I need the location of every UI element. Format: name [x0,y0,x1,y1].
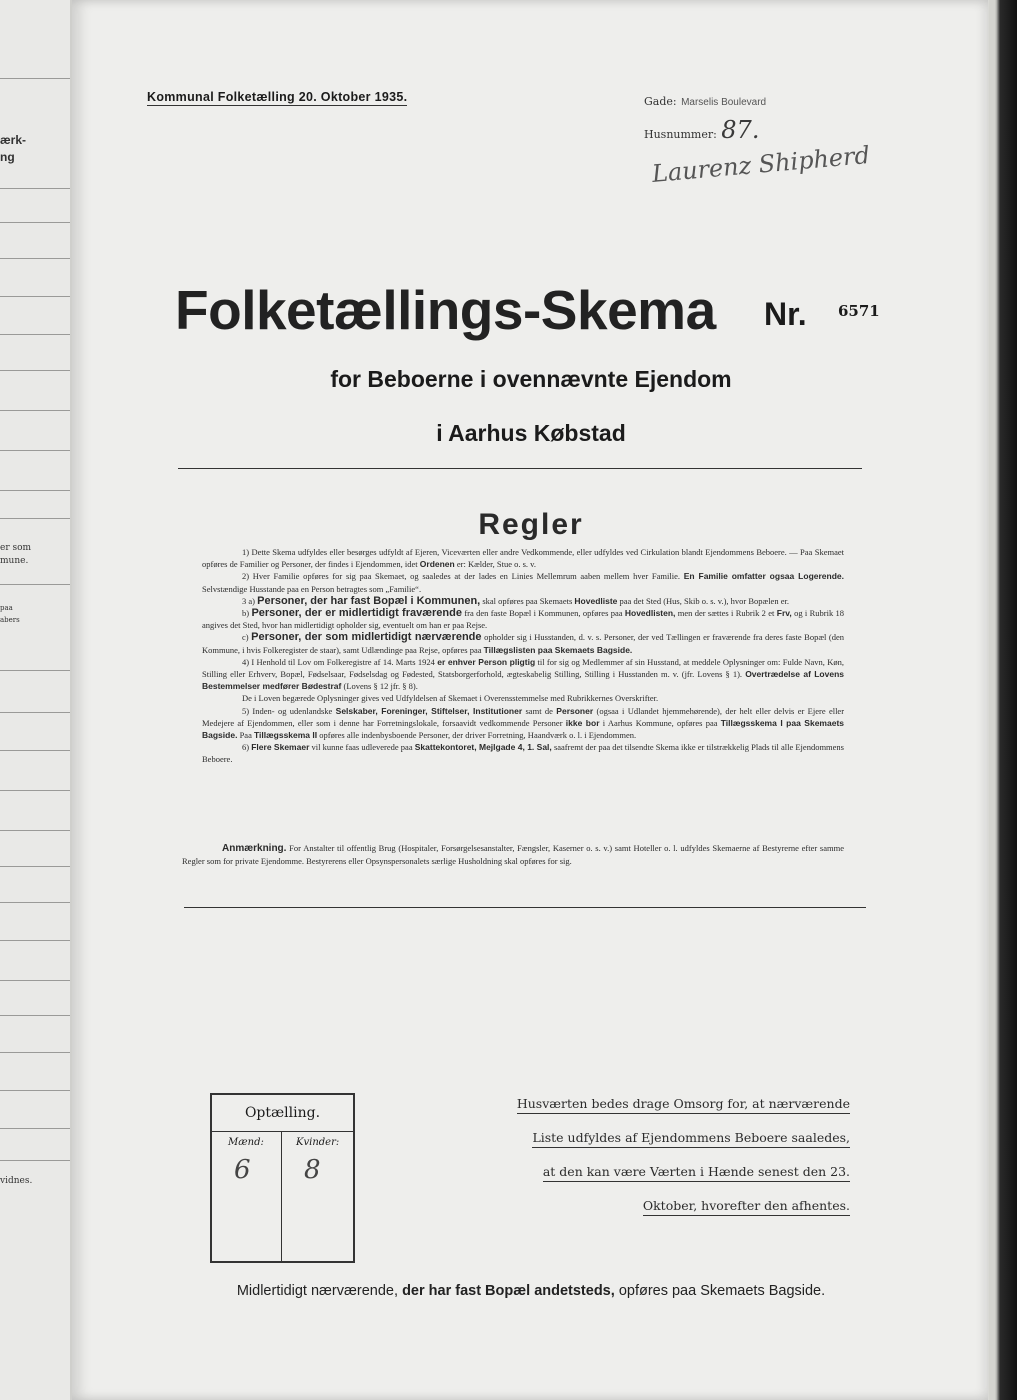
ruled-line [0,222,70,223]
notice-line: Husværten bedes drage Omsorg for, at nærværende [510,1090,850,1124]
rule-4: 4) I Henhold til Lov om Folkeregistre af 14. Marts 1924 er enhver Person pligtig til for sig og Medlemmer af sin Husstand, at meddele Oplysninger om: Fulde Navn, Køn, Stilling eller Erhverv, Bopæl, Fødselsaar, Fødselsdag og Fødested, Statsborgerforhold, ægteskabelig Stilling, Stilling i Husstanden m. v. (jfr. Lovens § 1). Overtrædelse af Lovens Bestemmelser medfører Bødestraf (Lovens § 12 jfr. § 8). [202,656,845,692]
women-count: 8 [304,1155,321,1185]
ruled-line [0,1128,70,1129]
page-edge [989,0,995,1400]
left-page-text: ng [0,150,15,164]
men-label: Mænd: [228,1137,264,1148]
ruled-line [0,940,70,941]
husnummer-row [644,116,759,144]
left-page-text: ærk- [0,133,27,147]
rule-5: 5) Inden- og udenlandske Selskaber, Foreninger, Stiftelser, Institutioner samt de Personer (ogsaa i Udlandet hjemmehørende), der helt eller delvis er Ejere eller Medejere af Ejendommen, eller som i denne har Forretningslokale, forsaavidt vedkommende Personer ikke bor i Aarhus Kommune, opføres paa Tillægsskema I paa Skemaets Bagside. Paa Tillægsskema II opføres alle indenbysboende Personer, der driver Forretning, Haandværk o. l. i Ejendommen. [202,705,845,741]
ruled-line [0,584,70,585]
handwritten-signature: Laurenz Shipherd [650,141,871,188]
remark-paragraph [182,842,844,868]
ruled-line [0,1090,70,1091]
left-page-fragment [0,0,73,1400]
ruled-line [0,410,70,411]
rules-heading: Regler [478,508,584,541]
footer-note: Midlertidigt nærværende, der har fast Bopæl andetsteds, opføres paa Skemaets Bagside. [236,1283,826,1299]
ruled-line [0,1160,70,1161]
form-number: 6571 [838,302,880,320]
count-box [210,1093,355,1263]
remark-text: For Anstalter til offentlig Brug (Hospitaler, Forsørgelsesanstalter, Fængsler, Kaserner o. s. v.) samt Hoteller o. l. udfyldes Skemaerne af Bestyrerne efter samme Regler som for private Ejendomme. Bestyrerens eller Opsynspersonalets særlige Husholdning skal opføres for sig. [182,843,844,867]
count-title: Optælling. [212,1095,353,1132]
notice-line: Oktober, hvorefter den afhentes. [510,1192,850,1226]
census-form-page [72,0,990,1400]
gade-value: Marselis Boulevard [681,97,767,108]
husnummer-label: Husnummer: [644,128,717,141]
ruled-line [0,1015,70,1016]
ruled-line [0,258,70,259]
ruled-line [0,490,70,491]
left-page-text: vidnes. [0,1176,33,1186]
women-label: Kvinder: [296,1137,340,1148]
gade-row [644,92,766,110]
ruled-line [0,980,70,981]
ruled-line [0,902,70,903]
rule-3a: 3 a) Personer, der har fast Bopæl i Kommunen, skal opføres paa Skemaets Hovedliste paa det Sted (Hus, Skib o. s. v.), hvor Bopælen er. [242,594,789,607]
divider [178,468,862,469]
form-number-label: Nr. [764,296,807,332]
notice-line: Liste udfyldes af Ejendommens Beboere saaledes, [510,1124,850,1158]
remark-label: Anmærkning. [222,843,287,854]
left-page-text: paa [0,604,13,612]
husnummer-value: 87. [721,116,760,144]
rule-2: 2) Hver Familie opføres for sig paa Skemaet, og saaledes at der lades en Linies Mellemrum aaben mellem hver Familie. En Familie omfatter ogsaa Logerende. Selvstændige Husstande paa en Person betragtes som „Familie“. [202,571,844,594]
gade-label: Gade: [644,95,677,108]
form-title: Folketællings-Skema [175,279,716,341]
form-subtitle-city: i Aarhus Købstad [436,420,626,446]
census-header: Kommunal Folketælling 20. Oktober 1935. [147,90,408,104]
rule-3c: c) Personer, der som midlertidigt nærværende opholder sig i Husstanden, d. v. s. Personer, der ved Tællingen er fraværende fra deres faste Bopæl (den Kommune, i hvis Folkeregister de staar), samt Udlændinge paa Rejse, opføres paa Tillægslisten paa Skemaets Bagside. [202,631,845,655]
notice-line: at den kan være Værten i Hænde senest den 23. [510,1158,850,1192]
ruled-line [0,188,70,189]
ruled-line [0,370,70,371]
left-page-text: mune. [0,556,29,566]
ruled-line [0,450,70,451]
ruled-line [0,866,70,867]
left-page-text: er som [0,543,32,553]
ruled-line [0,750,70,751]
ruled-line [0,790,70,791]
ruled-line [0,830,70,831]
divider [184,907,866,908]
ruled-line [0,78,70,79]
count-divider [281,1131,282,1261]
ruled-line [0,1052,70,1053]
men-count: 6 [234,1155,251,1185]
rule-6: 6) Flere Skemaer vil kunne faas udleverede paa Skattekontoret, Mejlgade 4, 1. Sal, saafremt der paa det tilsendte Skema ikke er tilstrækkelig Plads til alle Ejendommens Beboere. [202,742,844,765]
rule-3b: b) Personer, der er midlertidigt fraværende fra den faste Bopæl i Kommunen, opføres paa Hovedlisten, men der sættes i Rubrik 2 et Frv, og i Rubrik 18 angives det Sted, hvor han midlertidigt opholder sig, eventuelt om han er paa Rejse. [202,607,845,631]
rule-1: 1) Dette Skema udfyldes eller besørges udfyldt af Ejeren, Viceværten eller andre Vedkommende, eller udfyldes ved Cirkulation blandt Ejendommens Beboere. — Paa Skemaet opføres de Familier og Personer, der findes i Ejendommen, idet Ordenen er: Kælder, Stue o. s. v. [202,547,844,570]
left-page-text: abers [0,616,20,624]
ruled-line [0,334,70,335]
ruled-line [0,518,70,519]
rules-body [202,546,844,766]
rule-4-note: De i Loven begærede Oplysninger gives ved Udfyldelsen af Skemaet i Overensstemmelse med Rubrikkernes Overskrifter. [242,693,659,704]
ruled-line [0,670,70,671]
form-subtitle: for Beboerne i ovennævnte Ejendom [330,366,732,392]
ruled-line [0,712,70,713]
ruled-line [0,296,70,297]
landlord-notice [510,1090,850,1226]
